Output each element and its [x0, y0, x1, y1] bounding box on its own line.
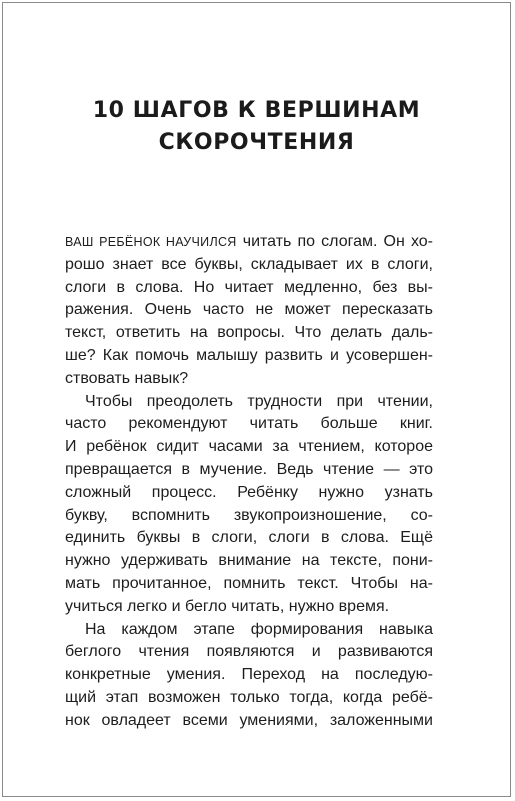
text-line: ствовать навык? [65, 369, 189, 387]
text-line: беглого чтения появляются и развиваются [65, 643, 433, 661]
paragraph-3 [65, 619, 433, 733]
text-line: конкретные умения. Переход на последую- [65, 666, 433, 684]
body-text [65, 231, 433, 733]
text-line: нок овладеет всеми умениями, заложенными [65, 711, 433, 729]
text-line: текст, ответить на вопросы. Что делать даль- [65, 324, 433, 342]
text-line: ше? Как помочь малышу развить и усовершен- [65, 346, 433, 364]
text-line: превращается в мучение. Ведь чтение — это [65, 460, 433, 478]
text-line: мать прочитанное, помнить текст. Чтобы на- [65, 574, 433, 592]
paragraph-1 [65, 231, 433, 391]
title-line-2: СКОРОЧТЕНИЯ [158, 130, 355, 155]
title-line-1: 10 ШАГОВ К ВЕРШИНАМ [92, 98, 421, 123]
book-page [2, 2, 511, 797]
text-line: ВАШ РЕБЁНОК НАУЧИЛСЯ читать по слогам. Он хо- [65, 233, 433, 250]
text-line: сложный процесс. Ребёнку нужно узнать [65, 483, 433, 501]
text-line: ражения. Очень часто не может пересказать [65, 301, 433, 319]
lead-smallcaps: ВАШ РЕБЁНОК НАУЧИЛСЯ [65, 235, 237, 249]
text-line: слоги в слова. Но читает медленно, без вы- [65, 278, 433, 296]
text-line: И ребёнок сидит часами за чтением, которое [65, 438, 433, 456]
text-line: букву, вспомнить звукопроизношение, со- [65, 506, 433, 524]
paragraph-2 [65, 391, 433, 619]
page-title [3, 95, 510, 159]
text-line: часто рекомендуют читать больше книг. [65, 415, 433, 433]
text-line: нужно удерживать внимание на тексте, пони- [65, 552, 433, 570]
text-line: щий этап возможен только тогда, когда ребё- [65, 688, 433, 706]
text-line: Чтобы преодолеть трудности при чтении, [85, 392, 433, 410]
text-line: рошо знает все буквы, складывает их в слоги, [65, 255, 433, 273]
text-line: учиться легко и бегло читать, нужно время. [65, 597, 390, 615]
text-line: На каждом этапе формирования навыка [85, 620, 433, 638]
text-line: единить буквы в слоги, слоги в слова. Ещё [65, 529, 433, 547]
